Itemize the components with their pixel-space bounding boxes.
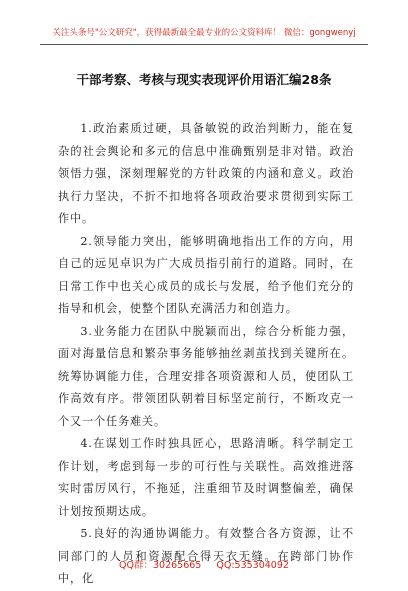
header-note: 关注头条号"公文研究"，获得最新最全最专业的公文资料库！ 微信：gongwenyj [52,28,356,38]
footer-qq-group: QQ群：30265665 [119,560,202,571]
document-title: 干部考察、考核与现实表现评价用语汇编28条 [76,72,332,87]
header-divider [40,44,368,45]
footer [0,557,408,571]
paragraph-4: 4.在谋划工作时独具匠心，思路清晰。科学制定工作计划，考虑到每一步的可行性与关联性。高效推进落实时雷厉风行，不拖延，注重细节及时调整偏差，确保计划按预期达成。 [58,437,354,518]
document-body [58,118,354,591]
footer-qq: QQ:535304092 [216,560,289,571]
paragraph-3: 3.业务能力在团队中脱颖而出，综合分析能力强，面对海量信息和繁杂事务能够抽丝剥茧找到关键所在。统筹协调能力佳，合理安排各项资源和人员，使团队工作高效有序。带领团队朝着目标坚定前行，不断攻克一个又一个任务难关。 [58,324,354,428]
paragraph-5: 5.良好的沟通协调能力。有效整合各方资源，让不同部门的人员和资源配合得天衣无缝。在跨部门协作中，化 [58,527,354,585]
paragraph-2: 2.领导能力突出，能够明确地指出工作的方向，用自己的远见卓识为广大成员指引前行的道路。同时，在日常工作中也关心成员的成长与发展，给予他们充分的指导和机会，使整个团队充满活力和创造力。 [58,234,354,315]
paragraph-1: 1.政治素质过硬，具备敏锐的政治判断力，能在复杂的社会舆论和多元的信息中准确甄别是非对错。政治领悟力强，深刻理解党的方针政策的内涵和意义。政治执行力坚决，不折不扣地将各项政治要求贯彻到实际工作中。 [58,122,354,225]
